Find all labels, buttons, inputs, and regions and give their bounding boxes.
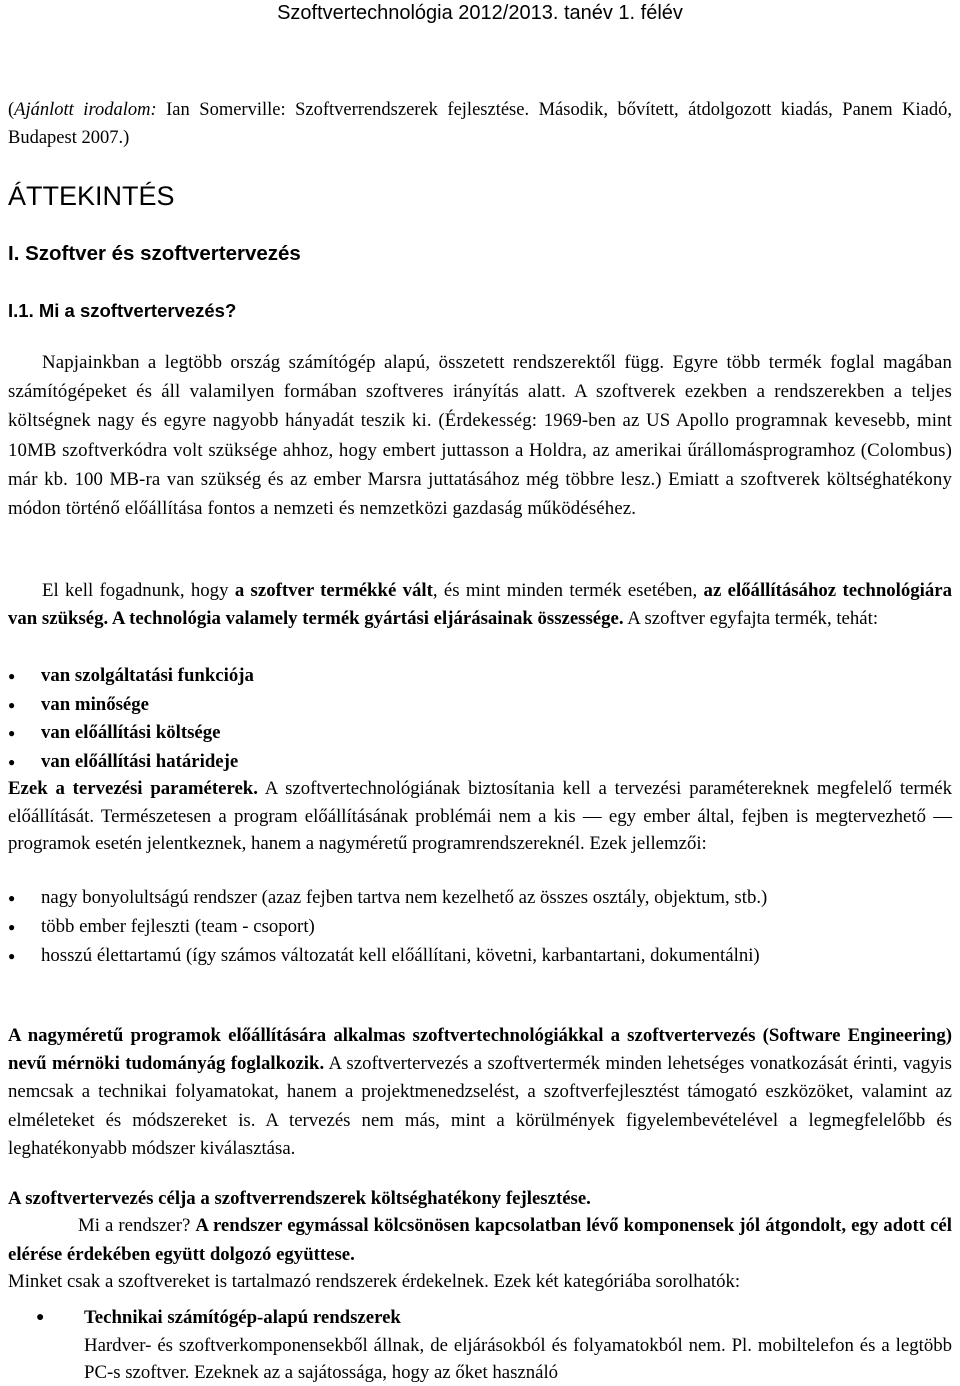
- p4-bold-1: A nagyméretű programok előállítására alkalmas szoftvertechnológiákkal a szoftvertervezés (Software Engineering) nevű mérnöki tudományág foglalkozik.: [8, 1025, 952, 1075]
- p3-bold-1: Ezek a tervezési paraméterek.: [8, 778, 258, 799]
- p6-bold-1: A rendszer egymással kölcsönösen kapcsolatban lévő komponensek jól átgondolt, egy adott cél elérése érdekében együtt dolgozó együttese.: [8, 1215, 952, 1265]
- chapter-heading: I. Szoftver és szoftvertervezés: [8, 242, 301, 265]
- p6-text-1: Mi a rendszer?: [78, 1215, 196, 1236]
- page-header: Szoftvertechnológia 2012/2013. tanév 1. félév: [277, 2, 683, 24]
- recommended-literature: [8, 96, 952, 152]
- paragraph-technology: [8, 577, 952, 633]
- p2-bold-1: a szoftver termékké vált: [234, 580, 433, 601]
- large-system-traits-list: [8, 885, 952, 972]
- system-categories-list: [36, 1304, 401, 1332]
- p2-text-2: , és mint minden termék esetében,: [432, 580, 704, 601]
- p2-text-3: A szoftver egyfajta termék, tehát:: [623, 608, 879, 629]
- list-item: ● nagy bonyolultságú rendszer (azaz fejben tartva nem kezelhető az összes osztály, objektum, stb.): [8, 885, 952, 911]
- paragraph-goal: A szoftvertervezés célja a szoftverrendszerek költséghatékony fejlesztése.: [8, 1188, 591, 1209]
- list-item: ● van minősége: [8, 691, 952, 720]
- paragraph-design-parameters: [8, 775, 952, 858]
- paragraph-technical-systems: Hardver- és szoftverkomponensekből állnak, de eljárásokból és folyamatokból nem. Pl. mobiltelefon és a legtöbb PC-s szoftver. Ezeknek az a sajátossága, hogy az őket használó: [84, 1335, 952, 1383]
- ref-label: Ajánlott irodalom:: [14, 100, 157, 120]
- section-heading: I.1. Mi a szoftvertervezés?: [8, 300, 237, 321]
- p2-bold-2: az előállításához technológiára van szükség. A technológia valamely termék gyártási eljárásainak összessége.: [8, 580, 953, 629]
- paragraph-software-engineering: [8, 1022, 952, 1163]
- list-item: ● Technikai számítógép-alapú rendszerek: [36, 1304, 401, 1332]
- ref-text: Ian Somerville: Szoftverrendszerek fejlesztése. Második, bővített, átdolgozott kiadás, Panem Kiadó, Budapest 2007.): [8, 100, 952, 148]
- list-item: ● több ember fejleszti (team - csoport): [8, 914, 952, 940]
- overview-heading: ÁTTEKINTÉS: [8, 181, 175, 211]
- list-item: ● van előállítási költsége: [8, 719, 952, 748]
- paragraph-system-definition: [8, 1212, 952, 1269]
- paragraph-categories: Minket csak a szoftvereket is tartalmazó rendszerek érdekelnek. Ezek két kategóriába sorolhatók:: [8, 1271, 741, 1292]
- p2-text-1: El kell fogadnunk, hogy: [42, 580, 235, 601]
- ref-open-paren: (: [8, 100, 15, 120]
- paragraph-intro: Napjainkban a legtöbb ország számítógép alapú, összetett rendszerektől függ. Egyre több termék foglal magában számítógépeket és áll valamilyen formában szoftveres irányítás alatt. A szoftverek ezekben a rendszerekben a teljes költségnek nagy és egyre nagyobb hányadát teszik ki. (Érdekesség: 1969-ben az US Apollo programnak kevesebb, mint 10MB szoftverkódra volt szüksége ahhoz, hogy embert juttasson a Holdra, az amerikai űrállomásprogramhoz (Colombus) már kb. 100 MB-ra van szükség és az ember Marsra juttatásához még többre lesz.) Emiatt a szoftverek költséghatékony módon történő előállítása fontos a nemzeti és nemzetközi gazdaság működéséhez.: [8, 352, 952, 520]
- product-properties-list: [8, 662, 952, 776]
- list-item: ● van előállítási határideje: [8, 748, 952, 777]
- list-item: ● hosszú élettartamú (így számos változatát kell előállítani, követni, karbantartani, dokumentálni): [8, 943, 952, 969]
- list-item: ● van szolgáltatási funkciója: [8, 662, 952, 691]
- p3-text-1: A szoftvertechnológiának biztosítania kell a tervezési paramétereknek megfelelő termék előállítását. Természetesen a program előállításának problémái nem a kis — egy ember által, fejben is megtervezhető — programok esetén jelentkeznek, hanem a nagyméretű programrendszereknél. Ezek jellemzői:: [8, 778, 952, 855]
- p4-text-1: A szoftvertervezés a szoftvertermék minden lehetséges vonatkozását érinti, vagyis nemcsak a technikai folyamatokat, hanem a projektmenedzselést, a szoftverfejlesztést támogató eszközöket, valamint az elméleteket és módszereket is. A tervezés nem más, mint a körülmények figyelembevételével a legmegfelelőbb és leghatékonyabb módszer kiválasztása.: [8, 1053, 952, 1159]
